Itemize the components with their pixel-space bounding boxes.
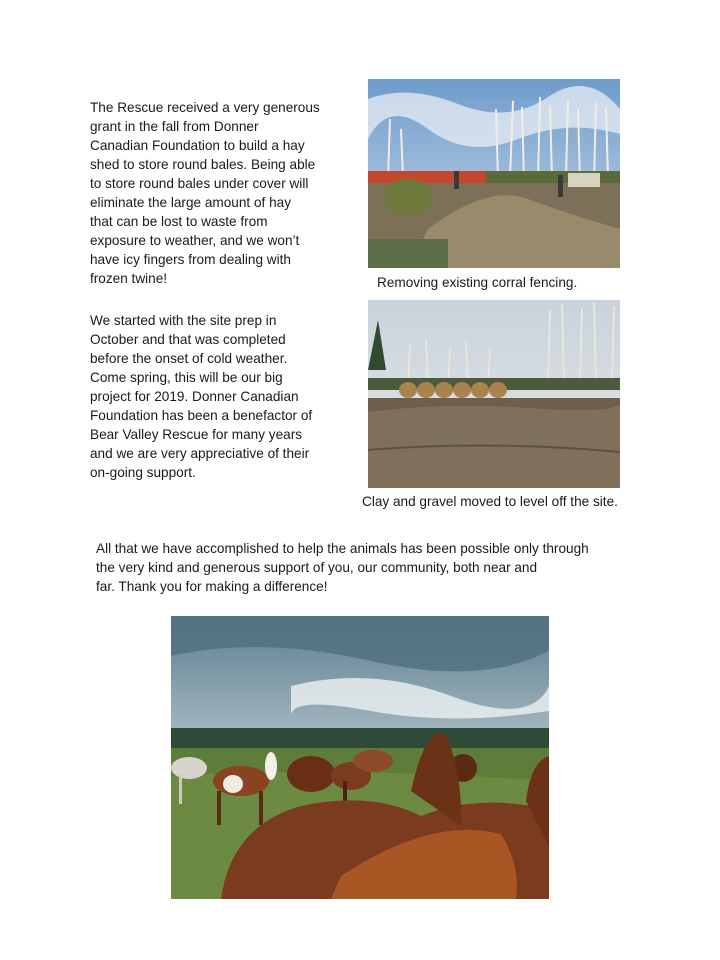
paragraph-line: shed to store round bales. Being able [90, 157, 316, 172]
photo-horses [171, 616, 549, 899]
paragraph-line: Come spring, this will be our big [90, 370, 283, 385]
photo-corral-fencing [368, 79, 620, 268]
paragraph-thanks [96, 539, 656, 596]
paragraph-line: on-going support. [90, 465, 196, 480]
paragraph-line: to store round bales under cover will [90, 176, 309, 191]
paragraph-line: Canadian Foundation to build a hay [90, 138, 305, 153]
paragraph-line: project for 2019. Donner Canadian [90, 389, 299, 404]
paragraph-line: The Rescue received a very generous [90, 100, 320, 115]
paragraph-site-prep [90, 311, 340, 482]
photo-clay-gravel [368, 300, 620, 488]
paragraph-line: that can be lost to waste from [90, 214, 268, 229]
paragraph-line: October and that was completed [90, 332, 286, 347]
paragraph-line: and we are very appreciative of their [90, 446, 310, 461]
paragraph-line: eliminate the large amount of hay [90, 195, 292, 210]
paragraph-line: grant in the fall from Donner [90, 119, 259, 134]
caption-clay-gravel: Clay and gravel moved to level off the site. [362, 494, 618, 509]
paragraph-line: frozen twine! [90, 271, 168, 286]
paragraph-line: All that we have accomplished to help the animals has been possible only through [96, 541, 589, 556]
paragraph-line: before the onset of cold weather. [90, 351, 288, 366]
paragraph-line: exposure to weather, and we won’t [90, 233, 300, 248]
paragraph-grant [90, 98, 340, 288]
paragraph-line: Foundation has been a benefactor of [90, 408, 313, 423]
paragraph-line: the very kind and generous support of you, our community, both near and [96, 560, 538, 575]
paragraph-line: Bear Valley Rescue for many years [90, 427, 303, 442]
paragraph-line: far. Thank you for making a difference! [96, 579, 328, 594]
paragraph-line: We started with the site prep in [90, 313, 277, 328]
paragraph-line: have icy fingers from dealing with [90, 252, 291, 267]
caption-corral-fencing: Removing existing corral fencing. [377, 275, 578, 290]
